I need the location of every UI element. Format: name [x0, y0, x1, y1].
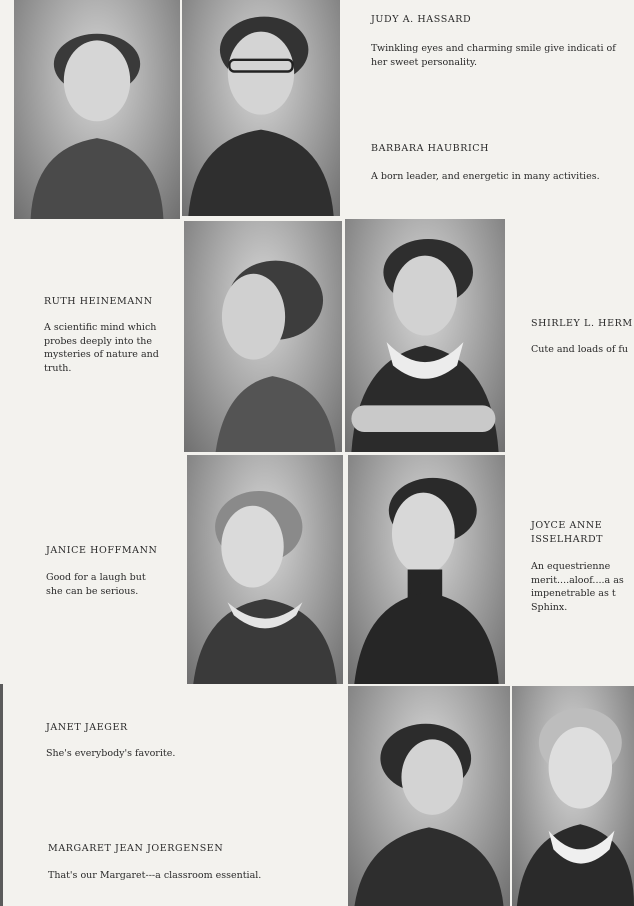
student-name-hassard: JUDY A. HASSARD — [371, 14, 472, 25]
page-spine-shadow — [0, 684, 3, 906]
student-caption-joergensen: That's our Margaret---a classroom essential. — [48, 870, 262, 881]
student-caption-jaeger: She's everybody's favorite. — [46, 748, 176, 759]
student-caption-hassard: Twinkling eyes and charming smile give indicati of her sweet personality. — [371, 43, 616, 68]
student-name-joergensen: MARGARET JEAN JOERGENSEN — [48, 843, 224, 854]
portrait-photo-heinemann — [184, 221, 342, 452]
student-caption-haubrich: A born leader, and energetic in many activities. — [371, 171, 600, 182]
portrait-photo-hassard — [14, 0, 180, 219]
student-caption-isselhardt: An equestrienne merit....aloof....a as impenetrable as t Sphinx. — [531, 561, 624, 613]
portrait-photo-joergensen — [512, 686, 634, 906]
portrait-photo-herman — [345, 219, 505, 452]
portrait-photo-jaeger — [348, 686, 510, 906]
student-caption-heinemann: A scientific mind which probes deeply into the mysteries of nature and truth. — [44, 322, 159, 374]
student-caption-herman: Cute and loads of fu — [531, 344, 629, 355]
student-name-herman: SHIRLEY L. HERM — [531, 318, 633, 329]
student-caption-hoffmann: Good for a laugh but she can be serious. — [46, 572, 146, 597]
student-name-heinemann: RUTH HEINEMANN — [44, 296, 153, 307]
portrait-photo-isselhardt — [348, 455, 505, 684]
student-name-hoffmann: JANICE HOFFMANN — [46, 545, 158, 556]
portrait-photo-hoffmann — [187, 455, 343, 684]
portrait-photo-haubrich — [182, 0, 340, 216]
student-name-jaeger: JANET JAEGER — [46, 722, 128, 733]
student-name-isselhardt: JOYCE ANNE ISSELHARDT — [531, 520, 604, 545]
student-name-haubrich: BARBARA HAUBRICH — [371, 143, 490, 154]
